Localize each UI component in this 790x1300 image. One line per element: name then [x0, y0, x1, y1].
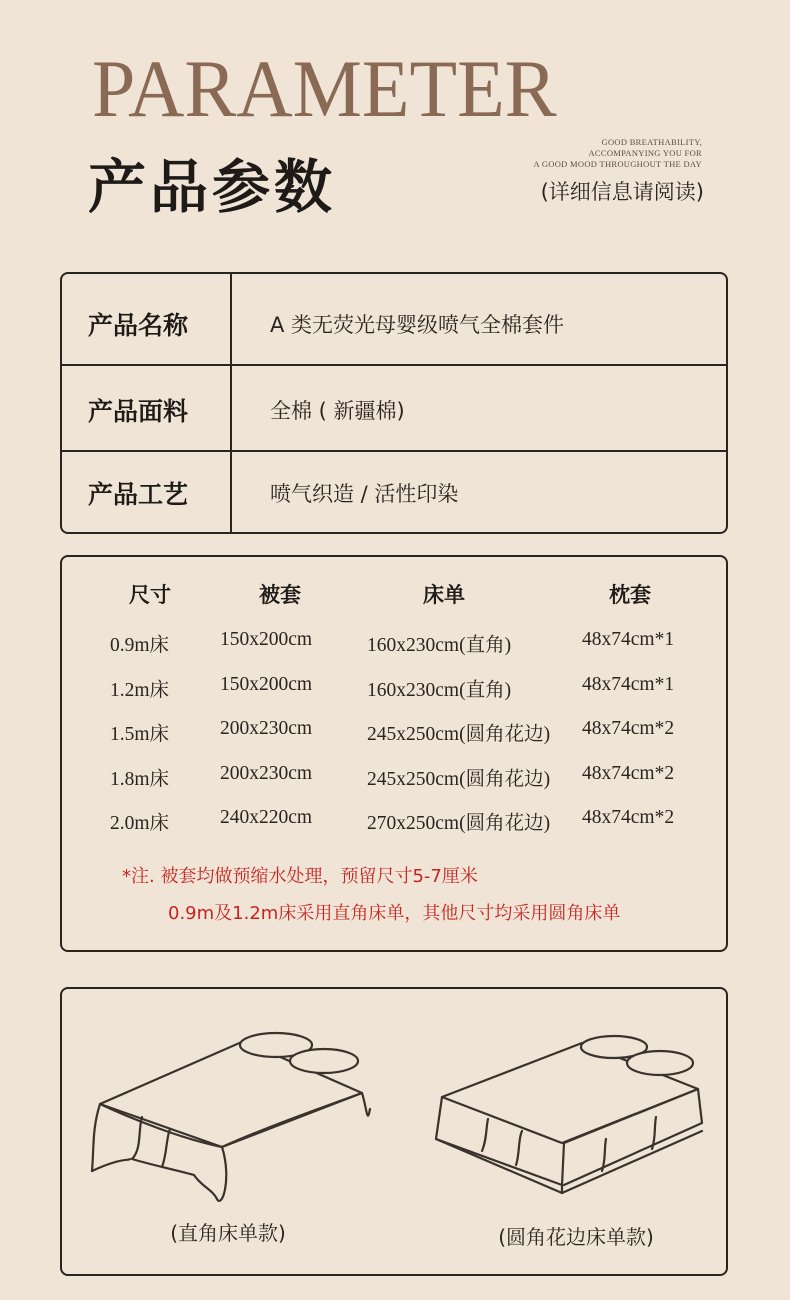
product-info-table [60, 272, 728, 534]
header [0, 0, 790, 250]
tagline [533, 137, 702, 170]
size-cell: 245x250cm(圆角花边) [367, 768, 551, 790]
flat-sheet-bed-illustration [92, 1033, 370, 1201]
info-value: 全棉 ( 新疆棉) [270, 399, 405, 423]
info-label: 产品面料 [88, 397, 189, 426]
fitted-sheet-bed-illustration [436, 1036, 702, 1193]
size-cell: 160x230cm(直角) [367, 679, 512, 701]
size-cell: 200x230cm [220, 718, 313, 739]
size-cell: 48x74cm*2 [582, 718, 675, 739]
info-value: 喷气织造 / 活性印染 [270, 482, 459, 506]
size-note: *注. 被套均做预缩水处理，预留尺寸5-7厘米 [122, 866, 478, 887]
size-cell: 160x230cm(直角) [367, 635, 512, 656]
size-cell: 270x250cm(圆角花边) [367, 813, 551, 834]
size-cell: 1.8m床 [110, 768, 170, 790]
size-cell: 150x200cm [220, 673, 313, 695]
title-chinese: 产品参数 [88, 153, 337, 221]
size-cell: 0.9m床 [110, 635, 170, 656]
info-column-divider [230, 274, 232, 532]
size-cell: 240x220cm [220, 807, 313, 828]
size-cell: 245x250cm(圆角花边) [367, 724, 551, 745]
size-header: 被套 [259, 583, 301, 607]
size-cell: 1.5m床 [110, 724, 170, 745]
info-label: 产品工艺 [88, 480, 189, 509]
info-row-name [62, 274, 726, 366]
size-header: 枕套 [609, 583, 651, 607]
tagline-line: GOOD BREATHABILITY, [601, 137, 702, 147]
info-row-fabric [62, 366, 726, 452]
size-header: 尺寸 [129, 583, 171, 607]
info-label: 产品名称 [88, 311, 189, 340]
info-value: A 类无荧光母婴级喷气全棉套件 [270, 313, 565, 337]
bed-caption-fitted: (圆角花边床单款) [498, 1225, 654, 1249]
size-cell: 48x74cm*1 [582, 629, 675, 650]
size-cell: 48x74cm*2 [582, 762, 675, 784]
size-cell: 200x230cm [220, 762, 313, 784]
size-cell: 2.0m床 [110, 813, 170, 834]
size-header: 床单 [423, 583, 465, 607]
size-cell: 48x74cm*2 [582, 807, 675, 828]
tagline-line: A GOOD MOOD THROUGHOUT THE DAY [533, 159, 702, 169]
bed-styles-panel [60, 987, 728, 1276]
size-cell: 48x74cm*1 [582, 673, 675, 695]
title-english: PARAMETER [92, 43, 557, 134]
size-cell: 1.2m床 [110, 679, 170, 701]
size-table [60, 555, 728, 952]
size-note: 0.9m及1.2m床采用直角床单，其他尺寸均采用圆角床单 [168, 903, 621, 924]
info-row-craft [62, 452, 726, 532]
tagline-line: ACCOMPANYING YOU FOR [588, 148, 702, 158]
bed-caption-flat: (直角床单款) [170, 1221, 286, 1245]
size-cell: 150x200cm [220, 629, 313, 650]
read-note: (详细信息请阅读) [540, 180, 704, 204]
